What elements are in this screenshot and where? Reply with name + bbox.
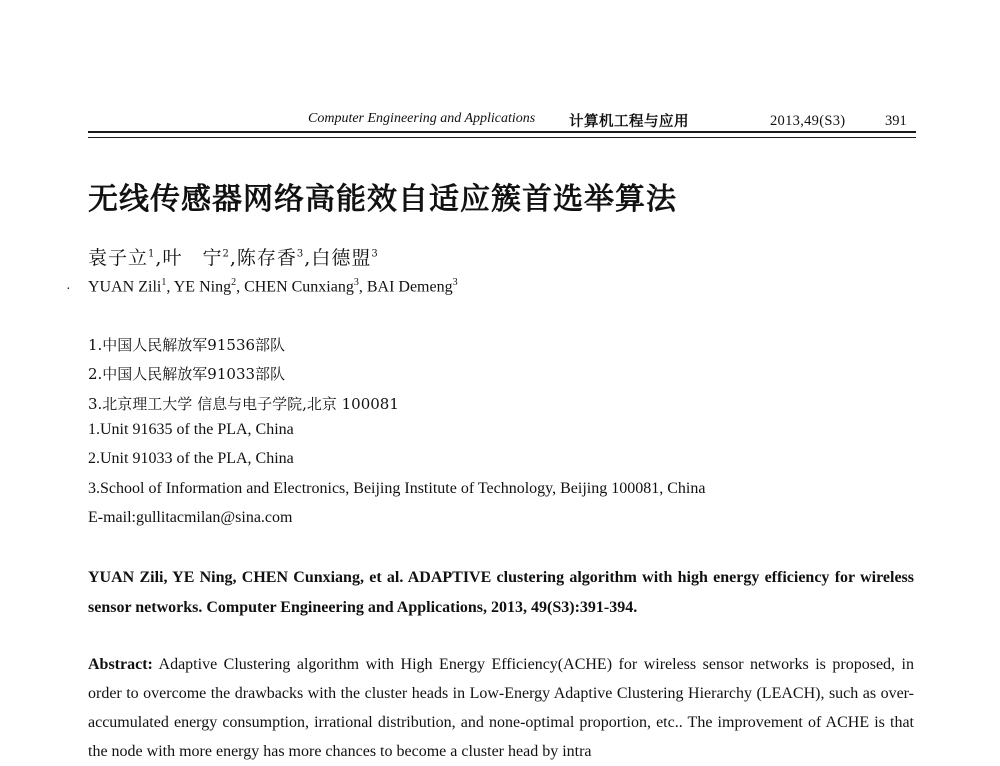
- affiliation-cn-3: 3.北京理工大学 信息与电子学院,北京 100081: [88, 395, 399, 413]
- author-aff-mark: 3: [296, 248, 305, 260]
- author-cn: 陈存香: [236, 247, 297, 269]
- affiliation-en-1: 1.Unit 91635 of the PLA, China: [88, 421, 294, 438]
- author-cn: 叶 宁: [162, 247, 223, 269]
- author-en: CHEN Cunxiang: [244, 278, 354, 296]
- author-aff-mark: 3: [452, 277, 458, 288]
- author-en: YUAN Zili: [88, 278, 162, 296]
- abstract-text: Adaptive Clustering algorithm with High Energy Efficiency(ACHE) for wireless sensor networks is proposed, in order to overcome the drawbacks with the cluster heads in Low-Energy Adaptive Clustering Hierarchy (LEACH), such as over-accumulated energy consumption, irrational distribution, and none-optimal proportion, etc.. The improvement of ACHE is that the node with more energy has more chances to become a cluster head by intra: [88, 656, 915, 760]
- header-rule-thick: [88, 131, 916, 133]
- author-aff-mark: 2: [222, 248, 230, 260]
- author-cn: 白德盟: [311, 247, 372, 269]
- authors-cn: 袁子立$^1$,叶 宁$^2$,陈存香$^3$,白德盟$^3$: [88, 247, 379, 269]
- margin-dot: ·: [66, 282, 71, 297]
- author-aff-mark: 1: [148, 248, 156, 260]
- affiliation-cn-2: 2.中国人民解放军91033部队: [88, 365, 286, 383]
- header-rule-thin: [88, 137, 916, 138]
- abstract-block: [88, 650, 914, 766]
- header-volume: 2013,49(S3): [770, 113, 846, 129]
- header-journal-name: Computer Engineering and Applications: [308, 111, 536, 126]
- author-email: E-mail:gullitacmilan@sina.com: [88, 509, 293, 526]
- header-page-number: 391: [885, 113, 907, 129]
- affiliation-en-2: 2.Unit 91033 of the PLA, China: [88, 450, 294, 467]
- abstract-label: Abstract:: [88, 656, 153, 673]
- author-aff-mark: 3: [353, 277, 359, 288]
- author-aff-mark: 1: [161, 277, 167, 288]
- author-aff-mark: 2: [231, 277, 237, 288]
- paper-title-cn: 无线传感器网络高能效自适应簇首选举算法: [88, 182, 677, 217]
- author-en: YE Ning: [173, 278, 232, 296]
- author-en: BAI Demeng: [366, 278, 453, 296]
- authors-en: YUAN Zili$^1$, YE Ning$^2$, CHEN Cunxiang$^3$, BAI Demeng$^3$: [88, 277, 458, 296]
- author-cn: 袁子立: [88, 247, 149, 269]
- affiliation-en-3: 3.School of Information and Electronics, Beijing Institute of Technology, Beijing 100081, China: [88, 480, 706, 497]
- author-aff-mark: 3: [371, 248, 379, 260]
- header-journal-name-cn: 计算机工程与应用: [569, 114, 689, 130]
- affiliation-cn-1: 1.中国人民解放军91536部队: [88, 336, 286, 354]
- citation-block: YUAN Zili, YE Ning, CHEN Cunxiang, et al. ADAPTIVE clustering algorithm with high energy efficiency for wireless sensor networks. Computer Engineering and Applications, 2013, 49(S3):391-394.: [88, 569, 914, 616]
